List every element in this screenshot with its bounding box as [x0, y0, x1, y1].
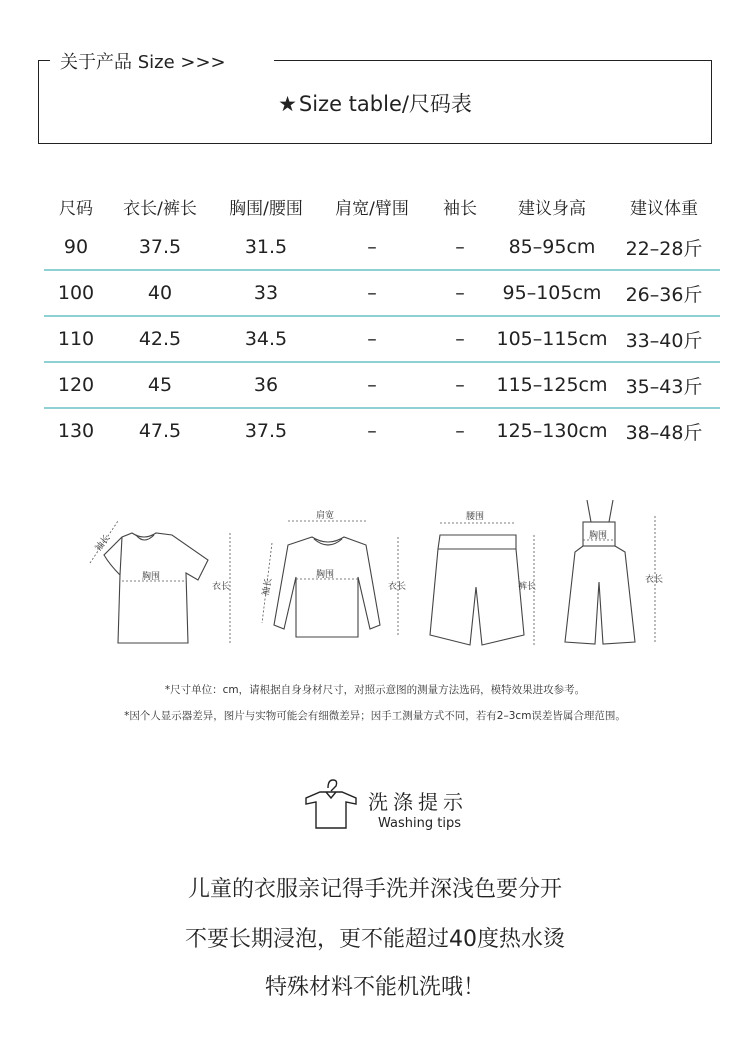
cell-length: 42.5: [138, 328, 182, 350]
cell-weight: 38–48斤: [625, 421, 703, 444]
cell-height: 115–125cm: [496, 374, 608, 396]
cell-chest: 33: [253, 282, 279, 304]
cell-size: 110: [57, 328, 95, 350]
tshirt-diagram: [80, 505, 250, 650]
cell-length: 37.5: [138, 236, 182, 258]
washing-tip: 儿童的衣服亲记得手洗并深浅色要分开: [187, 877, 562, 902]
cell-length: 45: [147, 374, 173, 396]
shirt-hanger-icon: [300, 774, 362, 834]
shorts-length-label: 裤长: [518, 582, 537, 592]
cell-size: 100: [57, 282, 95, 304]
cell-weight: 26–36斤: [625, 283, 703, 306]
star-icon: ★: [278, 92, 297, 116]
shorts-waist-label: 腰围: [466, 512, 485, 522]
cell-shoulder: –: [367, 236, 377, 258]
cell-height: 125–130cm: [496, 420, 608, 442]
cell-weight: 33–40斤: [625, 329, 703, 352]
washing-tip: 特殊材料不能机洗哦！: [264, 975, 485, 1000]
shorts-diagram: [420, 505, 550, 650]
cell-shoulder: –: [367, 374, 377, 396]
cell-height: 85–95cm: [508, 236, 596, 258]
cell-sleeve: –: [455, 282, 465, 304]
sweater-shoulder-label: 肩宽: [316, 511, 335, 521]
page-title: [0, 88, 750, 118]
table-header-row: [44, 187, 720, 225]
tshirt-sleeve-label: 袖长: [93, 533, 113, 554]
sweater-diagram: [250, 505, 420, 650]
cell-length: 40: [147, 282, 173, 304]
header-tag: 关于产品 Size >>>: [60, 52, 226, 73]
table-row: [44, 271, 720, 317]
overalls-chest-label: 胸围: [589, 531, 608, 541]
table-row: [44, 363, 720, 409]
cell-weight: 22–28斤: [625, 237, 703, 260]
cell-size: 130: [57, 420, 95, 442]
washing-subtitle: Washing tips: [378, 816, 461, 831]
table-row: [44, 317, 720, 363]
tshirt-chest-label: 胸围: [142, 572, 161, 582]
frame-top-left-line: [38, 60, 50, 61]
cell-weight: 35–43斤: [625, 375, 703, 398]
col-header-chest: 胸围/腰围: [229, 198, 303, 219]
cell-size: 120: [57, 374, 95, 396]
cell-chest: 31.5: [244, 236, 288, 258]
cell-shoulder: –: [367, 420, 377, 442]
cell-length: 47.5: [138, 420, 182, 442]
table-row: [44, 225, 720, 271]
cell-chest: 36: [253, 374, 279, 396]
cell-sleeve: –: [455, 374, 465, 396]
cell-shoulder: –: [367, 328, 377, 350]
cell-sleeve: –: [455, 420, 465, 442]
cell-shoulder: –: [367, 282, 377, 304]
col-header-size: 尺码: [59, 198, 93, 219]
note-display-difference: *因个人显示器差异，图片与实物可能会有细微差异；因手工测量方式不同，若有2–3cm误差皆属合理范围。: [124, 710, 626, 722]
frame-top-right-line: [274, 60, 712, 61]
col-header-shoulder: 肩宽/臂围: [335, 198, 409, 219]
cell-size: 90: [63, 236, 89, 258]
col-header-height: 建议身高: [518, 198, 586, 219]
cell-sleeve: –: [455, 328, 465, 350]
overalls-length-label: 衣长: [645, 575, 664, 585]
washing-tip: 不要长期浸泡，更不能超过40度热水烫: [185, 927, 565, 952]
page-title-text: Size table/尺码表: [298, 92, 472, 116]
col-header-weight: 建议体重: [630, 198, 698, 219]
col-header-sleeve: 袖长: [443, 198, 477, 219]
col-header-length: 衣长/裤长: [123, 198, 197, 219]
cell-height: 95–105cm: [502, 282, 602, 304]
washing-title: 洗涤提示: [368, 790, 468, 814]
overalls-diagram: [555, 492, 685, 652]
sweater-length-label: 衣长: [388, 582, 407, 592]
sweater-sleeve-label: 袖长: [261, 577, 275, 597]
cell-height: 105–115cm: [496, 328, 608, 350]
table-row: [44, 409, 720, 453]
cell-chest: 37.5: [244, 420, 288, 442]
tshirt-length-label: 衣长: [212, 582, 231, 592]
sweater-chest-label: 胸围: [316, 570, 335, 580]
cell-chest: 34.5: [244, 328, 288, 350]
note-size-unit: *尺寸单位：cm，请根据自身身材尺寸，对照示意图的测量方法选码，模特效果进攻参考。: [164, 684, 586, 696]
cell-sleeve: –: [455, 236, 465, 258]
size-table: [44, 187, 720, 453]
